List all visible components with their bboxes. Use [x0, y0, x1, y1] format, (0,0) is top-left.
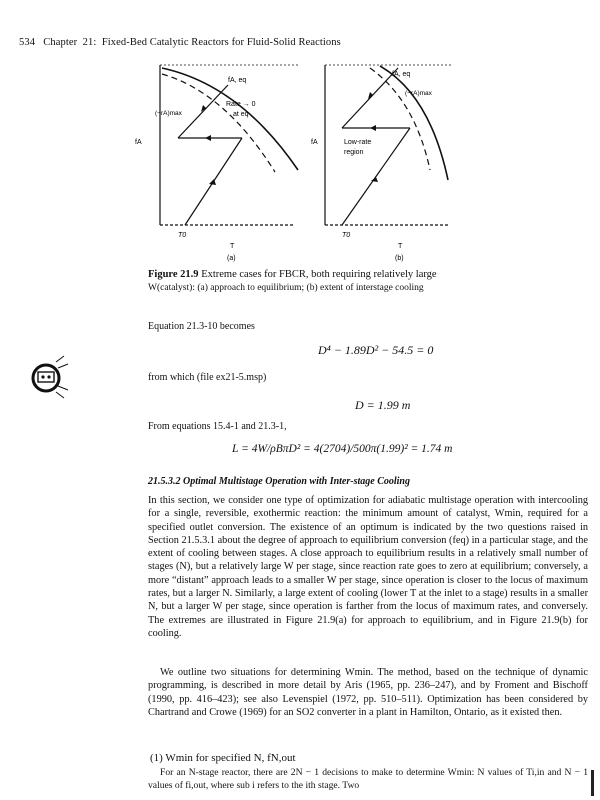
from-which-text: from which (file ex21-5.msp) — [148, 372, 267, 383]
label-fA-eq: fA, eq — [228, 77, 247, 84]
figure-21-9 — [130, 60, 460, 265]
max-rate-locus — [162, 74, 275, 172]
ylabel: fA — [135, 139, 142, 146]
paragraph-3-text: For an N-stage reactor, there are 2N − 1 decisions to make to determine Wmin: N values of Ti,in and N − 1 values of fi,out, where sub i refers to the ith stage. Two — [148, 767, 588, 791]
paragraph-1-text: In this section, we consider one type of optimization for adiabatic multistage operation with intercooling for a single, reversible, exothermic reaction: the minimum amount of catalyst, Wmin, required for a specified outlet conversion. The existence of an optimum is indicated by the two questions raised in Section 21.5.3.1 about the degree of approach to equilibrium conversion (feq) in a particular stage, and the extent of cooling between stages. A close approach to equilibrium results in a relatively small number of stages (N), but a relatively large W per stage, since reaction rate goes to zero at equilibrium; conversely, a more “distant” approach leads to a smaller W per stage, since operation is closer to the locus of maximum rates, but a larger N. Similarly, a large extent of cooling (lower T at the inlet to a stage) results in a smaller N, but a larger W per stage, since operation is farther from the locus of maximum rates, and conversely. The extremes are illustrated in Figure 21.9(a) for approach to equilibrium, and in Figure 21.9(b) for cooling. — [148, 495, 588, 639]
xlabel: T — [398, 243, 403, 250]
page-number: 534 — [19, 37, 36, 48]
label-rA-max: (−rA)max — [155, 110, 182, 117]
paragraph-1 — [148, 494, 588, 640]
note-line2: at eq — [233, 111, 249, 118]
equation-intro: Equation 21.3-10 becomes — [148, 321, 255, 332]
paragraph-3 — [148, 766, 588, 792]
label-fA-eq: fA, eq — [392, 71, 411, 78]
running-header — [19, 37, 341, 48]
from-equations-text: From equations 15.4-1 and 21.3-1, — [148, 421, 287, 432]
caption-line1: Extreme cases for FBCR, both requiring relatively large — [201, 269, 437, 280]
caption-line2: W(catalyst): (a) approach to equilibrium; (b) extent of interstage cooling — [148, 283, 424, 293]
xlabel: T — [230, 243, 235, 250]
label-rA-max: (−rA)max — [405, 90, 432, 97]
ylabel: fA — [311, 139, 318, 146]
max-rate-locus — [370, 68, 430, 170]
caption-label: Figure 21.9 — [148, 269, 199, 280]
equation-1: D⁴ − 1.89D² − 54.5 = 0 — [318, 343, 434, 357]
chapter-number: 21: — [82, 37, 97, 48]
x0-label: T0 — [178, 232, 187, 239]
chapter-word: Chapter — [43, 37, 78, 48]
equation-2: D = 1.99 m — [355, 398, 411, 412]
page-edge-mark — [591, 770, 594, 796]
x0-label: T0 — [342, 232, 351, 239]
equation-3: L = 4W/ρBπD² = 4(2704)/500π(1.99)² = 1.74 m — [232, 443, 453, 455]
cd-rom-icon — [28, 354, 70, 402]
note-line2: region — [344, 149, 364, 156]
list-item-1: (1) Wmin for specified N, fN,out — [150, 752, 296, 764]
note-line1: Low-rate — [344, 139, 372, 146]
panel-b — [311, 65, 452, 262]
panel-label: (a) — [227, 255, 236, 262]
note-line1: Rate → 0 — [226, 101, 256, 108]
panel-label: (b) — [395, 255, 404, 262]
figure-caption — [148, 268, 478, 295]
panel-a — [135, 65, 300, 262]
paragraph-2-text: We outline two situations for determining Wmin. The method, based on the technique of dynamic programming, is described in more detail by Aris (1965, pp. 236–247), and by Froment and Bischoff (1990, pp. 416–423); see also Levenspiel (1972, pp. 510–511). Optimization has been considered by Chartrand and Crowe (1969) for an SO2 converter in a plant in Hamilton, Ontario, as it existed then. — [148, 667, 588, 718]
chapter-title: Fixed-Bed Catalytic Reactors for Fluid-Solid Reactions — [101, 37, 341, 48]
paragraph-2 — [148, 666, 588, 719]
section-heading: 21.5.3.2 Optimal Multistage Operation with Inter-stage Cooling — [148, 476, 410, 487]
